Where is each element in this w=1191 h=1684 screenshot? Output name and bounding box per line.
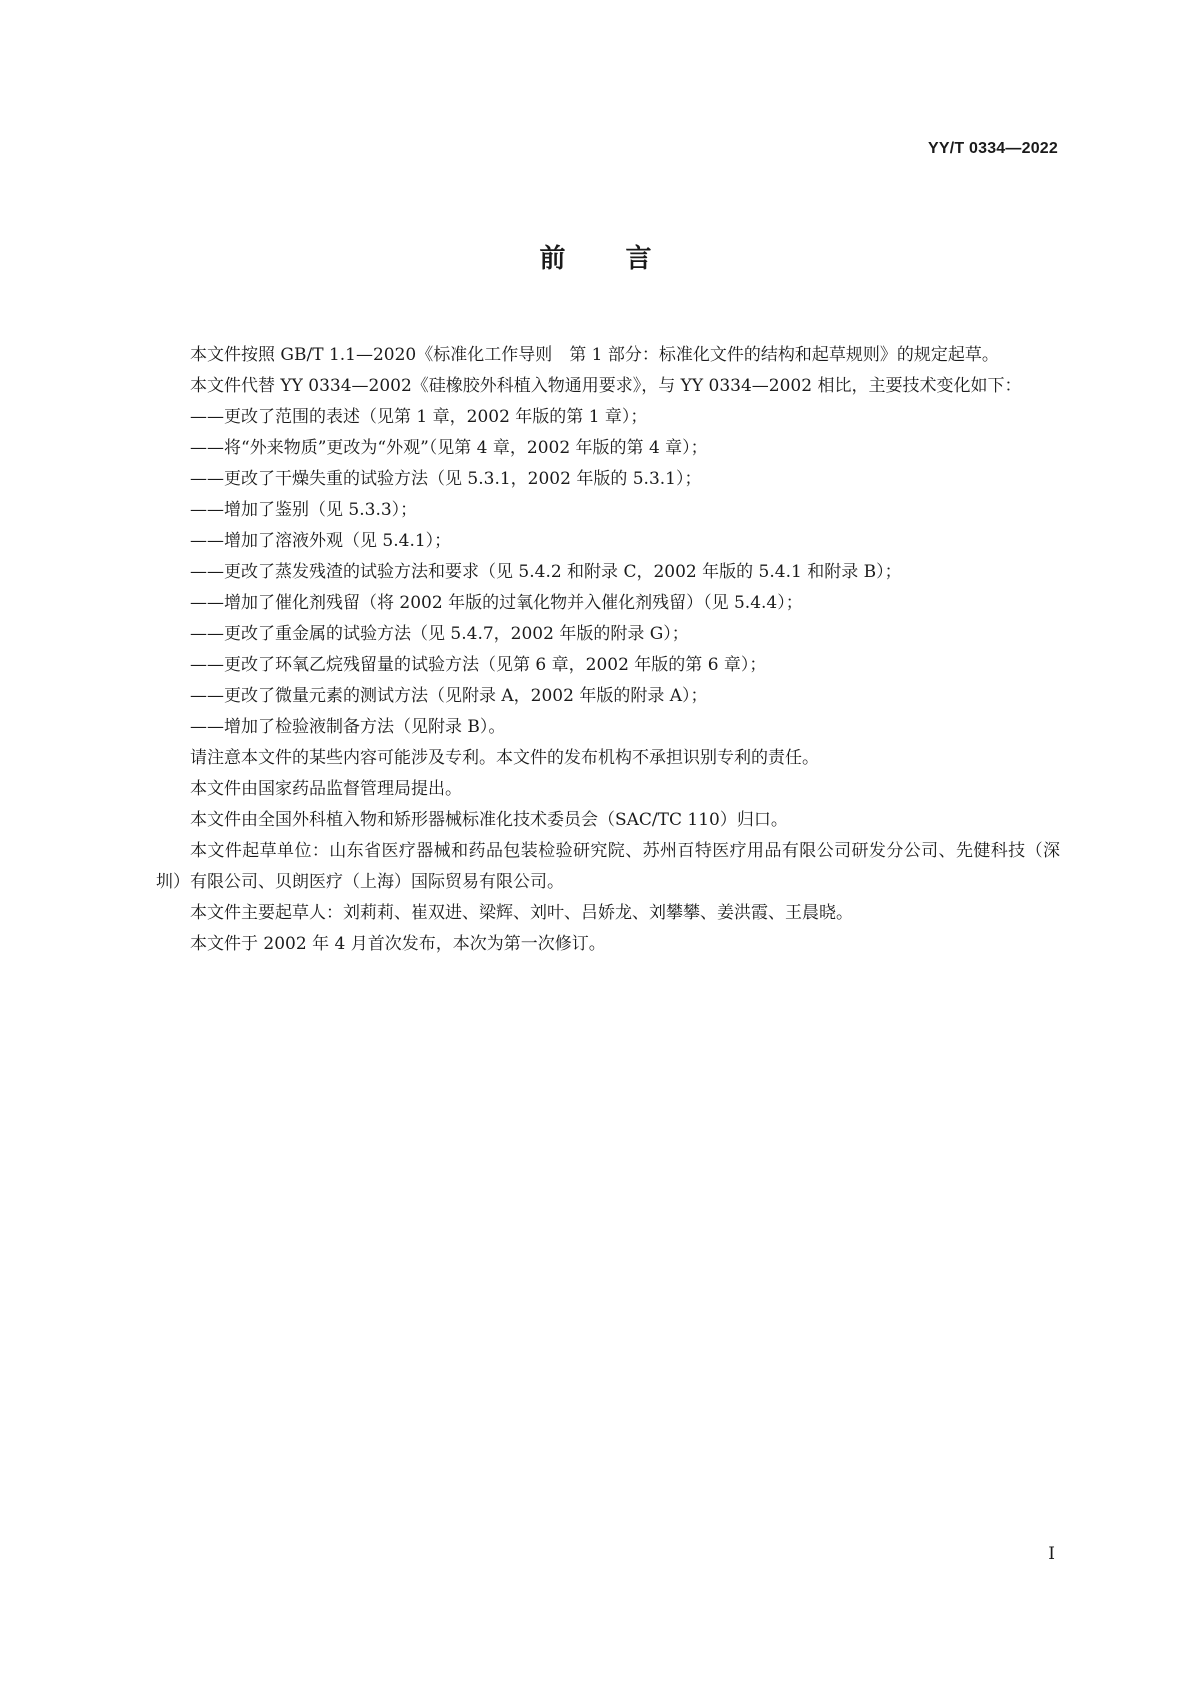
list-item: ——更改了蒸发残渣的试验方法和要求（见 5.4.2 和附录 C，2002 年版的 5.4.1 和附录 B）； (190, 562, 902, 582)
paragraph-drafting-basis: 本文件按照 GB/T 1.1—2020《标准化工作导则 第 1 部分：标准化文件的结构和起草规则》的规定起草。 (190, 345, 999, 365)
list-item: ——更改了重金属的试验方法（见 5.4.7，2002 年版的附录 G）； (190, 624, 689, 644)
list-item: ——更改了范围的表述（见第 1 章，2002 年版的第 1 章）； (190, 407, 648, 427)
list-item: ——将“外来物质”更改为“外观”（见第 4 章，2002 年版的第 4 章）； (190, 438, 708, 458)
paragraph-publication-history: 本文件于 2002 年 4 月首次发布，本次为第一次修订。 (190, 934, 606, 954)
paragraph-replacement: 本文件代替 YY 0334—2002《硅橡胶外科植入物通用要求》，与 YY 0334—2002 相比，主要技术变化如下： (190, 376, 1022, 396)
paragraph-proposer: 本文件由国家药品监督管理局提出。 (190, 779, 462, 799)
list-item: ——更改了微量元素的测试方法（见附录 A，2002 年版的附录 A）； (190, 686, 708, 706)
list-item: ——增加了溶液外观（见 5.4.1）； (190, 531, 452, 551)
page-title: 前言 (539, 244, 712, 274)
list-item: ——更改了环氧乙烷残留量的试验方法（见第 6 章，2002 年版的第 6 章）； (190, 655, 767, 675)
list-item: ——更改了干燥失重的试验方法（见 5.3.1，2002 年版的 5.3.1）； (190, 469, 702, 489)
foreword-body (156, 340, 1060, 960)
technical-changes-list (156, 402, 1060, 743)
list-item: ——增加了检验液制备方法（见附录 B）。 (190, 717, 506, 737)
list-item: ——增加了鉴别（见 5.3.3）； (190, 500, 418, 520)
paragraph-drafters: 本文件主要起草人：刘莉莉、崔双进、梁辉、刘叶、吕娇龙、刘攀攀、姜洪霞、王晨晓。 (190, 903, 853, 923)
page-number: I (1048, 1544, 1055, 1564)
standard-code: YY/T 0334—2022 (928, 140, 1058, 157)
paragraph-committee: 本文件由全国外科植入物和矫形器械标准化技术委员会（SAC/TC 110）归口。 (190, 810, 788, 830)
list-item: ——增加了催化剂残留（将 2002 年版的过氧化物并入催化剂残留）（见 5.4.4）； (190, 593, 803, 613)
paragraph-patent-notice: 请注意本文件的某些内容可能涉及专利。本文件的发布机构不承担识别专利的责任。 (190, 748, 819, 768)
paragraph-drafting-units: 本文件起草单位：山东省医疗器械和药品包装检验研究院、苏州百特医疗用品有限公司研发分公司、先健科技（深圳）有限公司、贝朗医疗（上海）国际贸易有限公司。 (156, 841, 1060, 892)
